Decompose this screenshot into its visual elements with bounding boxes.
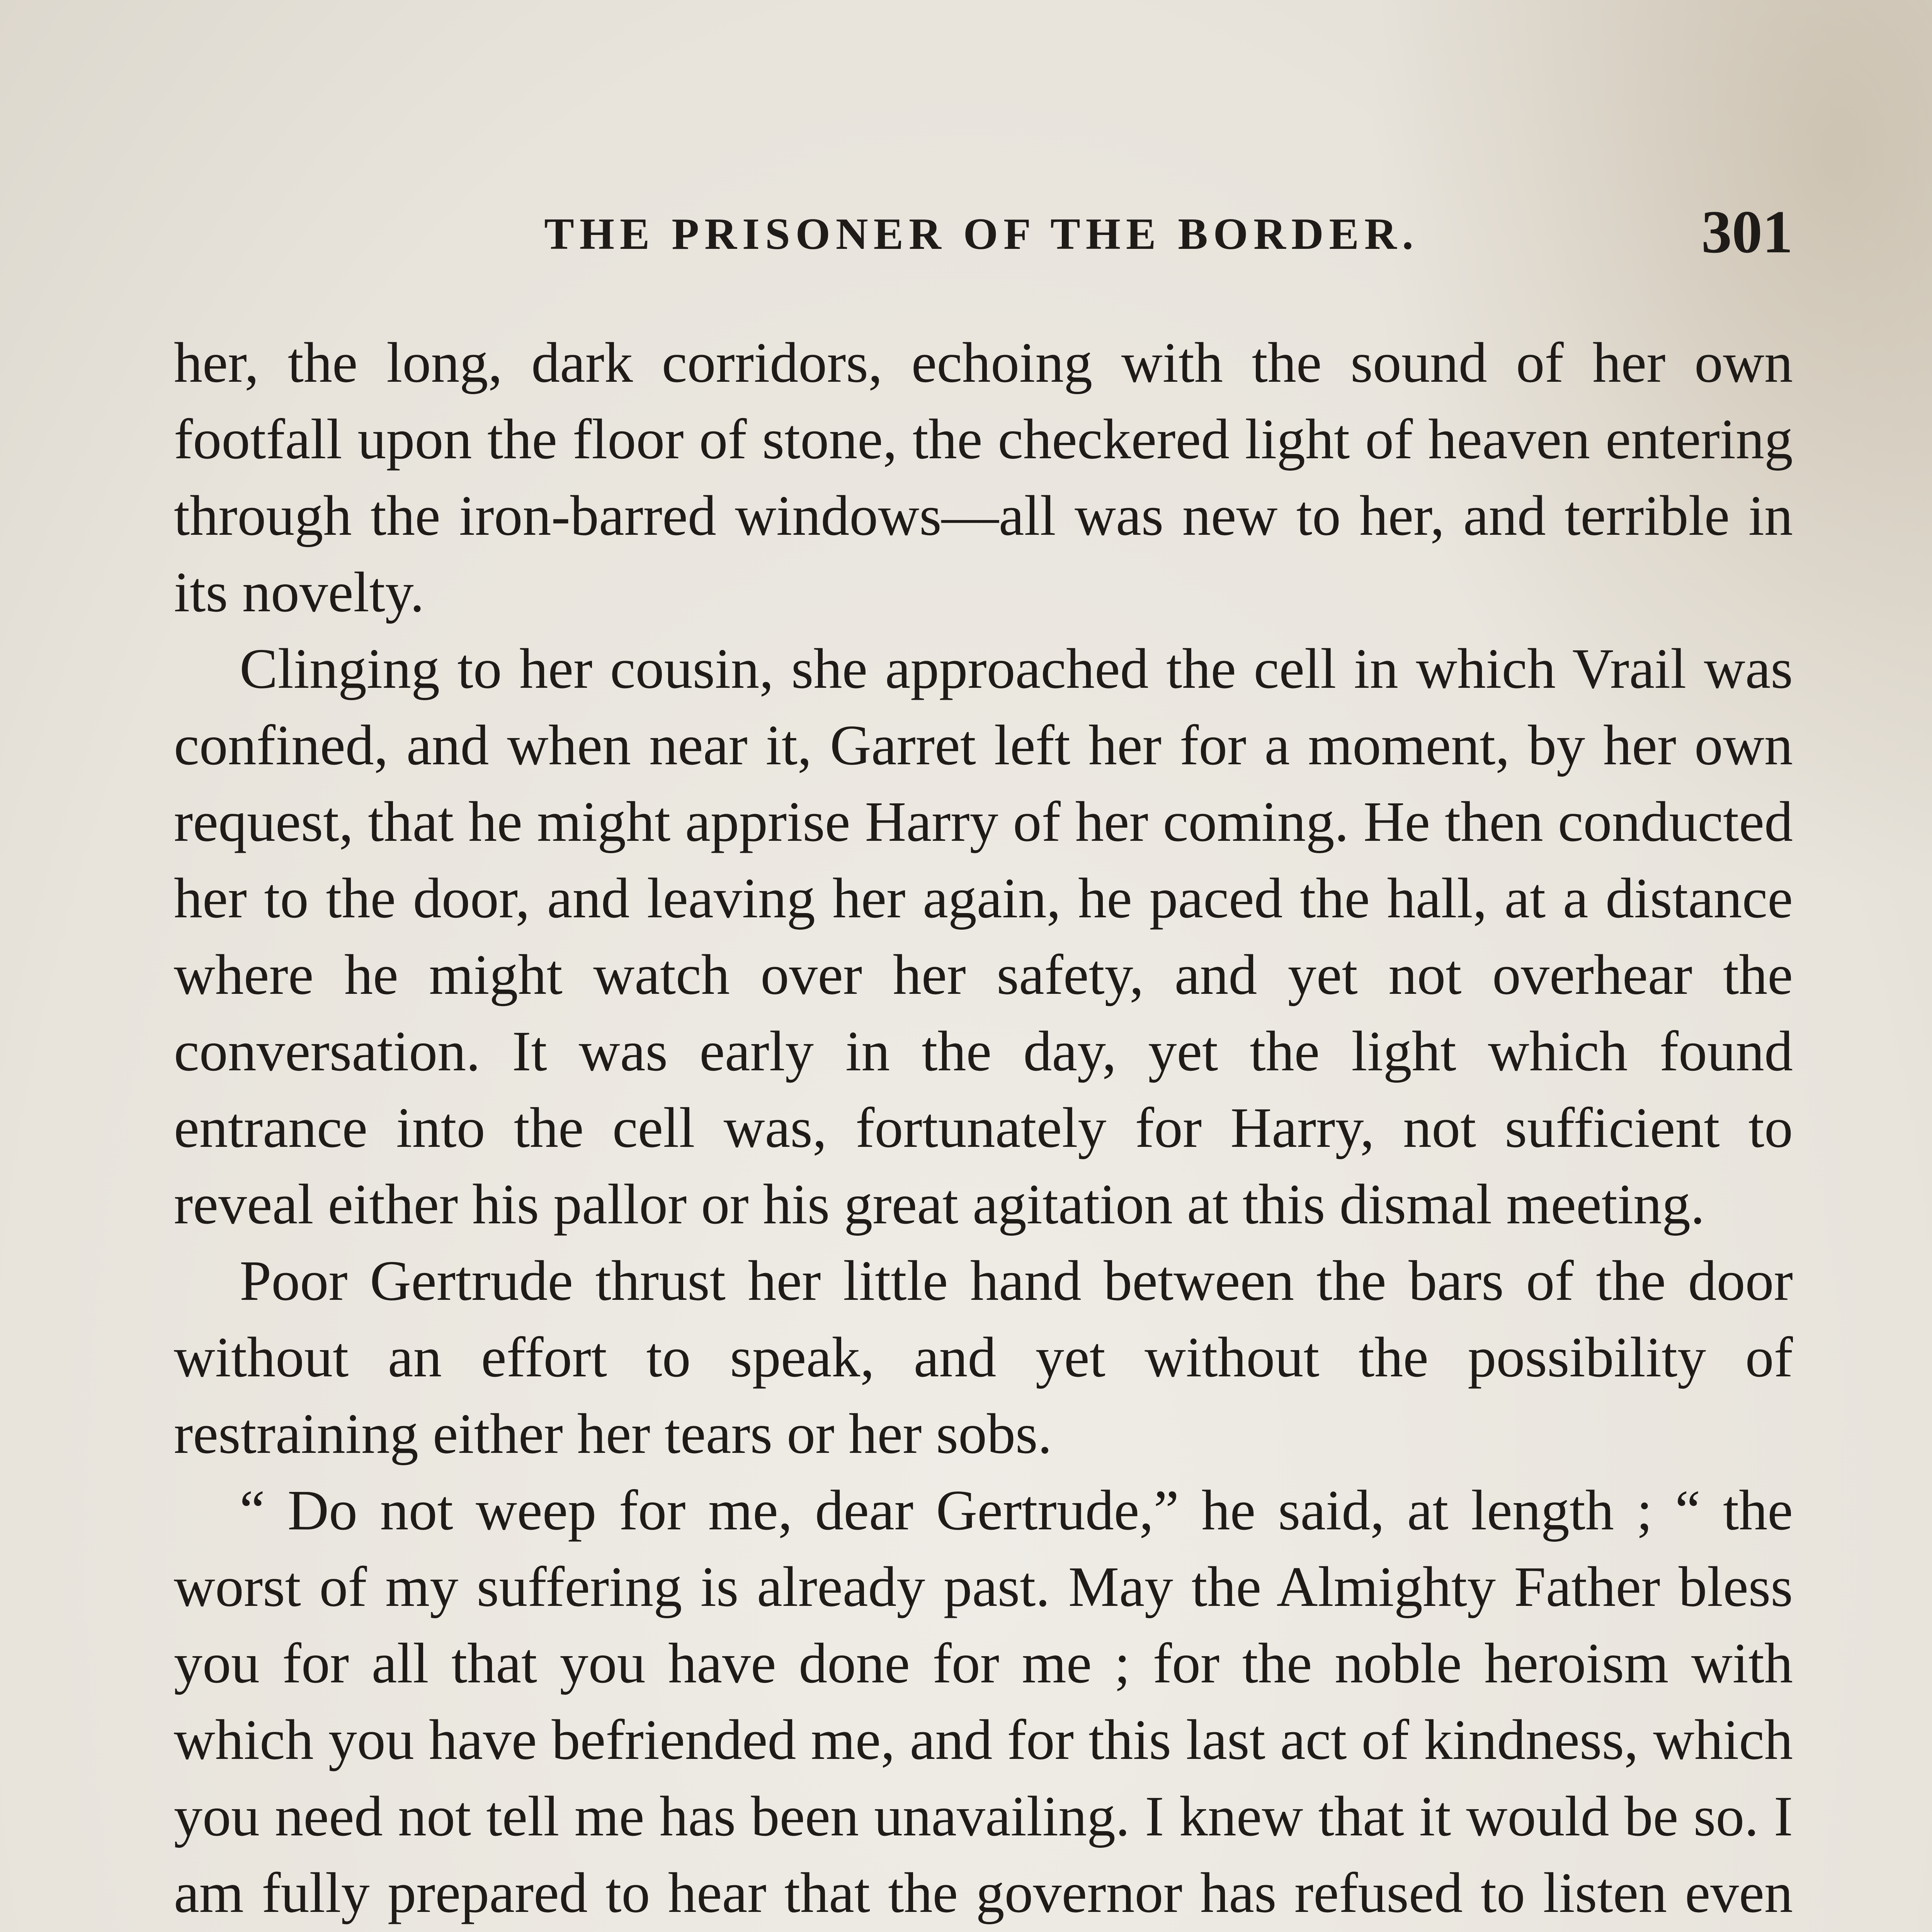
page-header bbox=[170, 193, 1793, 270]
paragraph: her, the long, dark corridors, echoing with the sound of her own footfall upon the floor of stone, the checkered light of heaven entering through the iron-barred windows—all was new to her, and terrible in its novelty. bbox=[174, 331, 1793, 624]
body-text bbox=[174, 325, 1793, 1932]
paragraph: “ Do not weep for me, dear Gertrude,” he said, at length ; “ the worst of my suffering is already past. May the Almighty Father bless you for all that you have done for me ; for the noble heroism with which you have befriended me, and for this last act of kindness, which you need not tell me has been unavailing. I knew that it would be so. I am fully prepared to hear that the governor has refused to listen even bbox=[174, 1479, 1793, 1925]
running-title: THE PRISONER OF THE BORDER. bbox=[544, 209, 1419, 259]
page-number: 301 bbox=[1701, 198, 1793, 266]
paragraph: Poor Gertrude thrust her little hand between the bars of the door without an effort to speak, and yet without the possibility of restraining either her tears or her sobs. bbox=[174, 1249, 1793, 1466]
paragraph: Clinging to her cousin, she approached the cell in which Vrail was confined, and when near it, Garret left her for a moment, by her own request, that he might apprise Harry of her coming. He then conducted her to the door, and leaving her again, he paced the hall, at a distance where he might watch over her safety, and yet not overhear the conversation. It was early in the day, yet the light which found entrance into the cell was, fortunately for Harry, not sufficient to reveal either his pallor or his great agitation at this dismal meeting. bbox=[174, 637, 1793, 1236]
